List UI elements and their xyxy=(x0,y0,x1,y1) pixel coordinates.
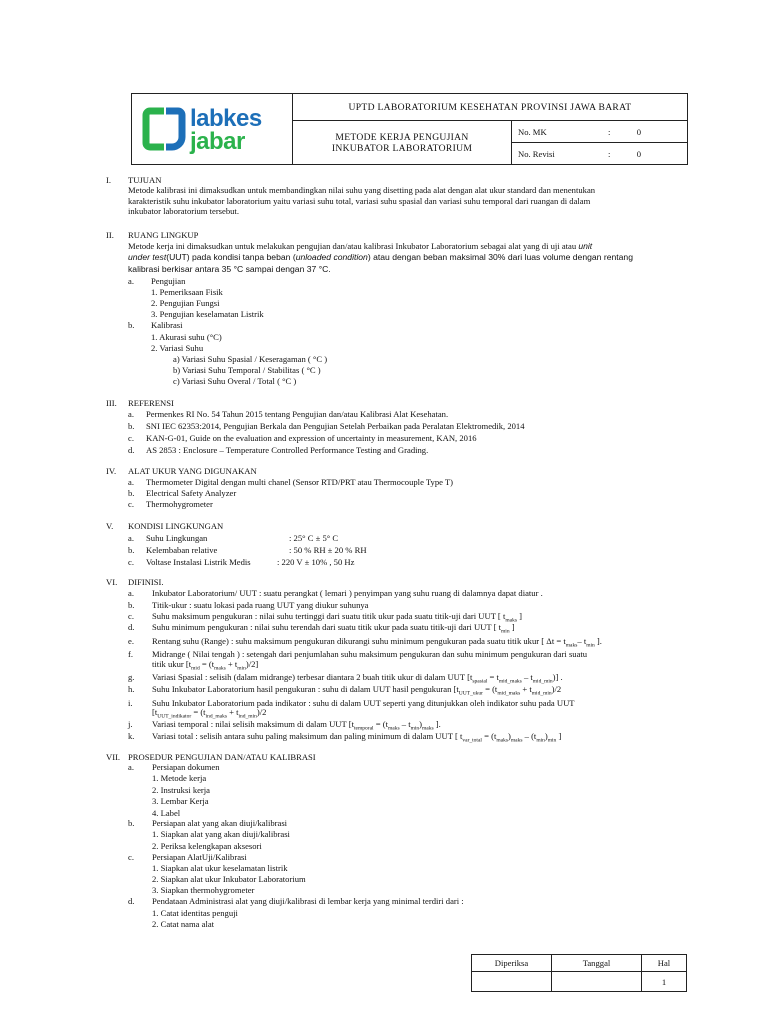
sec6-k-sub1: var_total xyxy=(462,737,482,744)
sec6-d-text xyxy=(152,622,515,637)
sec6-k-mid2: ) xyxy=(507,731,511,741)
sec6-f2-end: )/2] xyxy=(245,659,259,669)
sec3-item-d: AS 2853 : Enclosure – Temperature Controlled Performance Testing and Grading. xyxy=(146,445,429,455)
sec5-item-b-value: : 50 % RH ± 20 % RH xyxy=(289,545,367,555)
sec4-item-a-mark: a. xyxy=(128,477,134,487)
sec3-item-c-mark: c. xyxy=(128,433,134,443)
sec7-a-item-3: 3. Lembar Kerja xyxy=(152,796,209,806)
sec4-num: IV. xyxy=(106,466,117,476)
sec6-f2-a: titik ukur [t xyxy=(152,659,192,669)
no-mk-colon: : xyxy=(608,126,611,137)
sec6-j-sub2: maks xyxy=(387,725,400,732)
no-revisi-value-cell xyxy=(608,143,688,165)
sec6-k-sub2: maks xyxy=(496,737,508,744)
sec6-title: DIFINISI. xyxy=(128,577,164,587)
sec5-title: KONDISI LINGKUNGAN xyxy=(128,521,224,531)
sec2-body-2 xyxy=(128,252,633,262)
sec5-item-c-label: Voltase Instalasi Listrik Medis xyxy=(146,557,251,567)
sec6-j-sub4: maks xyxy=(422,725,434,732)
sec6-g-sub1: spasial xyxy=(472,678,488,685)
sec2-b2c: c) Variasi Suhu Overal / Total ( °C ) xyxy=(173,376,297,386)
sec1-body-2: karakteristik suhu inkubator laboratorium yaitu variasi suhu total, variasi suhu spasial dan variasi suhu temporal dari ruangan di dalam xyxy=(128,196,591,206)
no-mk-value-cell xyxy=(608,121,688,143)
sec7-c-item-2: 2. Siapkan alat ukur Inkubator Laboratorium xyxy=(152,874,306,884)
sec6-i2-end: )/2 xyxy=(256,707,267,717)
sec6-k-mark: k. xyxy=(128,731,135,741)
sec2-b1: 1. Akurasi suhu (°C) xyxy=(151,332,222,342)
sec6-g-main: Variasi Spasial : selisih (dalam midrange) terbesar diantara 2 buah titik ukur di dalam UUT [t xyxy=(152,672,473,682)
sec2-body-1a: Metode kerja ini dimaksudkan untuk melakukan pengujian dan/atau kalibrasi Inkubator Laboratorium sebagai alat yang di uji atau xyxy=(128,241,577,251)
footer-tanggal-value xyxy=(552,972,642,992)
sec6-f-mark: f. xyxy=(128,649,134,659)
sec6-i2-a: [t xyxy=(152,707,158,717)
sec6-k-sub5: min xyxy=(547,737,557,744)
sec6-k-sub3: maks xyxy=(510,737,523,744)
sec7-b-item-2: 2. Periksa kelengkapan aksesori xyxy=(152,841,262,851)
sec7-title: PROSEDUR PENGUJIAN DAN/ATAU KALIBRASI xyxy=(128,752,316,762)
sec5-num: V. xyxy=(106,521,114,531)
sec3-num: III. xyxy=(106,398,117,408)
footer-hal-header: Hal xyxy=(642,955,687,972)
sec6-g-sub3: mid_min xyxy=(532,678,553,685)
footer-diperiksa-value xyxy=(472,972,552,992)
sec6-a-text: Inkubator Laboratorium/ UUT : suatu perangkat ( lemari ) penyimpan yang suhu ruang di dalamnya dapat diatur . xyxy=(152,588,543,598)
sec6-j-sub1: temporal xyxy=(354,725,374,732)
sec2-body-1b: unit xyxy=(578,241,593,251)
sec6-h-end: )/2 xyxy=(551,684,562,694)
sec2-title: RUANG LINGKUP xyxy=(128,230,199,240)
sec7-b-item-1: 1. Siapkan alat yang akan diuji/kalibrasi xyxy=(152,829,290,839)
sec6-e-sub1: maks xyxy=(565,642,578,649)
doc-title-line2: INKUBATOR LABORATORIUM xyxy=(331,142,473,154)
labkes-logo-icon xyxy=(142,107,186,151)
sec7-a-item-4: 4. Label xyxy=(152,808,181,818)
no-revisi-colon: : xyxy=(608,148,611,159)
sec6-c-sub: maks xyxy=(505,617,517,624)
sec6-f2-sub2: maks xyxy=(214,665,226,672)
sec6-i2-b: = (t xyxy=(191,707,206,717)
sec2-body-2d: ) atau dengan beban maksimal 30% dari luas volume dengan rentang xyxy=(367,252,633,262)
sec6-h-main: Suhu Inkubator Laboratorium hasil pengukuran : suhu di dalam UUT hasil pengukuran [t xyxy=(152,684,459,694)
sec1-body-3: inkubator laboratorium tersebut. xyxy=(128,206,239,216)
sec6-d-main: Suhu minimum pengukuran : nilai suhu terendah dari suatu titik ukur pada suatu titik-uji dari UUT [ t xyxy=(152,622,502,632)
sec7-c-item-3: 3. Siapkan thermohygrometer xyxy=(152,885,255,895)
sec2-a-text: Pengujian xyxy=(151,276,186,286)
sec3-item-d-mark: d. xyxy=(128,445,135,455)
sec6-g-mark: g. xyxy=(128,672,135,682)
sec2-body-2b: (UUT) pada kondisi tanpa beban ( xyxy=(166,252,296,262)
sec6-f2-sub3: min xyxy=(237,665,246,672)
sec5-item-a-mark: a. xyxy=(128,533,134,543)
sec2-a1: 1. Pemeriksaan Fisik xyxy=(151,287,223,297)
sec5-item-a-value: : 25° C ± 5° C xyxy=(289,533,339,543)
sec6-b-text: Titik-ukur : suatu lokasi pada ruang UUT yang diukur suhunya xyxy=(152,600,369,610)
no-mk-label: No. MK xyxy=(512,121,609,143)
sec2-b2a: a) Variasi Suhu Spasial / Keseragaman ( °C ) xyxy=(173,354,328,364)
sec6-g-sub2: mid_maks xyxy=(498,678,522,685)
sec7-c-mark: c. xyxy=(128,852,134,862)
sec7-a-mark: a. xyxy=(128,762,134,772)
logo-text-line1: labkes xyxy=(190,105,262,132)
sec4-title: ALAT UKUR YANG DIGUNAKAN xyxy=(128,466,257,476)
doc-title-line1: METODE KERJA PENGUJIAN xyxy=(335,131,469,143)
sec6-i-text-1: Suhu Inkubator Laboratorium pada indikator : suhu di dalam UUT seperti yang ditunjukkan oleh indikator suhu pada UUT xyxy=(152,698,575,708)
sec5-item-c-mark: c. xyxy=(128,557,134,567)
sec7-a-item-1: 1. Metode kerja xyxy=(152,773,207,783)
sec6-g-mid1: = t xyxy=(487,672,499,682)
org-name: UPTD LABORATORIUM KESEHATAN PROVINSI JAWA BARAT xyxy=(293,94,688,121)
sec6-k-sub4: min xyxy=(536,737,545,744)
sec2-body-3: kalibrasi berkisar antara 35 °C sampai dengan 37 °C. xyxy=(128,264,331,274)
sec6-d-sub: min xyxy=(501,628,510,635)
sec7-a-text: Persiapan dokumen xyxy=(152,762,220,772)
sec6-h-sub3: mid_min xyxy=(531,690,552,697)
sec6-e-mark: e. xyxy=(128,636,134,646)
sec3-title: REFERENSI xyxy=(128,398,174,408)
sec6-f-text-1: Midrange ( Nilai tengah ) : setengah dari penjumlahan suhu maksimum pengukuran dan suhu minimum pengukuran dari suatu xyxy=(152,649,588,659)
logo-cell xyxy=(132,94,293,165)
sec6-a-mark: a. xyxy=(128,588,134,598)
sec6-j-mid1: = (t xyxy=(373,719,388,729)
sec4-item-a: Thermometer Digital dengan multi chanel (Sensor RTD/PRT atau Thermocouple Type T) xyxy=(146,477,454,487)
sec6-k-end: ] xyxy=(556,731,562,741)
sec2-a2: 2. Pengujian Fungsi xyxy=(151,298,220,308)
sec6-h-text xyxy=(152,684,561,699)
sec2-b-text: Kalibrasi xyxy=(151,320,183,330)
sec6-k-mid3: – (t xyxy=(522,731,537,741)
sec6-j-mark: j. xyxy=(128,719,133,729)
sec7-a-item-2: 2. Instruksi kerja xyxy=(152,785,210,795)
sec4-item-c-mark: c. xyxy=(128,499,134,509)
sec6-d-mark: d. xyxy=(128,622,135,632)
footer-tanggal-header: Tanggal xyxy=(552,955,642,972)
sec6-h-mid2: + t xyxy=(520,684,532,694)
sec7-d-text: Pendataan Administrasi alat yang diuji/kalibrasi di lembar kerja yang minimal terdiri dari : xyxy=(152,896,464,906)
logo-text-line2: jabar xyxy=(190,128,245,155)
sec6-f2-sub1: mid xyxy=(191,665,200,672)
sec6-k-mid4: ) xyxy=(544,731,548,741)
sec7-d-item-2: 2. Catat nama alat xyxy=(152,919,215,929)
sec6-b-mark: b. xyxy=(128,600,135,610)
sec1-body-1: Metode kalibrasi ini dimaksudkan untuk membandingkan nilai suhu yang disetting pada alat dengan alat ukur standard dan menentukan xyxy=(128,185,596,195)
doc-title xyxy=(293,121,512,165)
sec6-j-main: Variasi temporal : nilai selisih maksimum di dalam UUT [t xyxy=(152,719,354,729)
document-header xyxy=(131,93,688,165)
sec6-h-sub1: UUT_ukur xyxy=(458,690,483,697)
sec5-item-c-value: : 220 V ± 10% , 50 Hz xyxy=(277,557,355,567)
sec6-f2-b: = (t xyxy=(199,659,215,669)
sec6-k-text xyxy=(152,731,561,746)
sec7-d-mark: d. xyxy=(128,896,135,906)
sec3-item-c: KAN-G-01, Guide on the evaluation and expression of uncertainty in measurement, KAN, 2016 xyxy=(146,433,477,443)
sec6-e-main: Rentang suhu (Range) : suhu maksimum pengukuran dikurangi suhu minimum pengukuran pada suatu titik ukur [ Δt = t xyxy=(152,636,566,646)
sec7-b-mark: b. xyxy=(128,818,135,828)
sec6-c-mark: c. xyxy=(128,611,134,621)
sec2-b-mark: b. xyxy=(128,320,135,330)
sec4-item-c: Thermohygrometer xyxy=(146,499,213,509)
sec6-i2-sub1: UUT_indikator xyxy=(157,713,192,720)
sec6-h-mark: h. xyxy=(128,684,135,694)
sec5-item-a-label: Suhu Lingkungan xyxy=(146,533,208,543)
sec6-num: VI. xyxy=(106,577,118,587)
no-mk-value: 0 xyxy=(636,126,641,137)
sec2-body-2a: under test xyxy=(128,252,167,262)
sec6-k-mid1: = (t xyxy=(481,731,497,741)
sec6-j-mid3: ) xyxy=(419,719,423,729)
sec7-c-text: Persiapan AlatUji/Kalibrasi xyxy=(152,852,247,862)
sec3-item-a: Permenkes RI No. 54 Tahun 2015 tentang Pengujian dan/atau Kalibrasi Alat Kesehatan. xyxy=(146,409,449,419)
sec6-j-end: ]. xyxy=(433,719,441,729)
sec6-e-mid: – t xyxy=(577,636,587,646)
sec7-d-item-1: 1. Catat identitas penguji xyxy=(152,908,238,918)
sec2-b2b: b) Variasi Suhu Temporal / Stabilitas ( °C ) xyxy=(173,365,321,375)
footer-table xyxy=(471,954,687,992)
sec6-i-mark: i. xyxy=(128,698,133,708)
sec6-c-end: ] xyxy=(516,611,522,621)
sec2-b2: 2. Variasi Suhu xyxy=(151,343,204,353)
sec6-g-mid2: – t xyxy=(521,672,533,682)
sec4-item-b-mark: b. xyxy=(128,488,135,498)
sec6-h-mid1: = (t xyxy=(482,684,498,694)
sec1-title: TUJUAN xyxy=(128,175,162,185)
sec5-item-b-mark: b. xyxy=(128,545,135,555)
sec6-h-sub2: mid_maks xyxy=(497,690,521,697)
sec6-j-mid2: – t xyxy=(399,719,411,729)
sec6-d-end: ] xyxy=(509,622,515,632)
sec4-item-b: Electrical Safety Analyzer xyxy=(146,488,237,498)
sec6-g-end: )] . xyxy=(552,672,563,682)
sec6-j-sub3: min xyxy=(410,725,420,732)
sec3-item-a-mark: a. xyxy=(128,409,134,419)
sec2-a3: 3. Pengujian keselamatan Listrik xyxy=(151,309,264,319)
sec1-num: I. xyxy=(106,175,112,185)
sec2-a-mark: a. xyxy=(128,276,134,286)
sec6-c-main: Suhu maksimum pengukuran : nilai suhu tertinggi dari suatu titik ukur pada suatu titik-uji dari UUT [ t xyxy=(152,611,506,621)
sec2-num: II. xyxy=(106,230,114,240)
sec6-i2-sub3: ind_min xyxy=(238,713,257,720)
sec3-item-b-mark: b. xyxy=(128,421,135,431)
sec7-b-text: Persiapan alat yang akan diuji/kalibrasi xyxy=(152,818,288,828)
footer-diperiksa-header: Diperiksa xyxy=(472,955,552,972)
sec5-item-b-label: Kelembaban relative xyxy=(146,545,218,555)
sec6-i2-sub2: ind_maks xyxy=(205,713,227,720)
no-revisi-value: 0 xyxy=(636,148,641,159)
sec6-e-end: ]. xyxy=(594,636,602,646)
sec2-body-2c: unloaded condition xyxy=(295,252,368,262)
sec3-item-b: SNI IEC 62353:2014, Pengujian Berkala dan Pengujian Setelah Perbaikan pada Peralatan Elektromedik, 2014 xyxy=(146,421,525,431)
sec7-num: VII. xyxy=(106,752,121,762)
sec2-body-1 xyxy=(128,241,592,251)
sec6-i2-c: + t xyxy=(226,707,239,717)
sec7-c-item-1: 1. Siapkan alat ukur keselamatan listrik xyxy=(152,863,288,873)
sec6-e-sub2: min xyxy=(586,642,595,649)
sec6-f2-c: + t xyxy=(225,659,238,669)
no-revisi-label: No. Revisi xyxy=(512,143,609,165)
footer-hal-value: 1 xyxy=(642,972,687,992)
sec6-k-main: Variasi total : selisih antara suhu paling maksimum dan paling minimum di dalam UUT [ t xyxy=(152,731,463,741)
